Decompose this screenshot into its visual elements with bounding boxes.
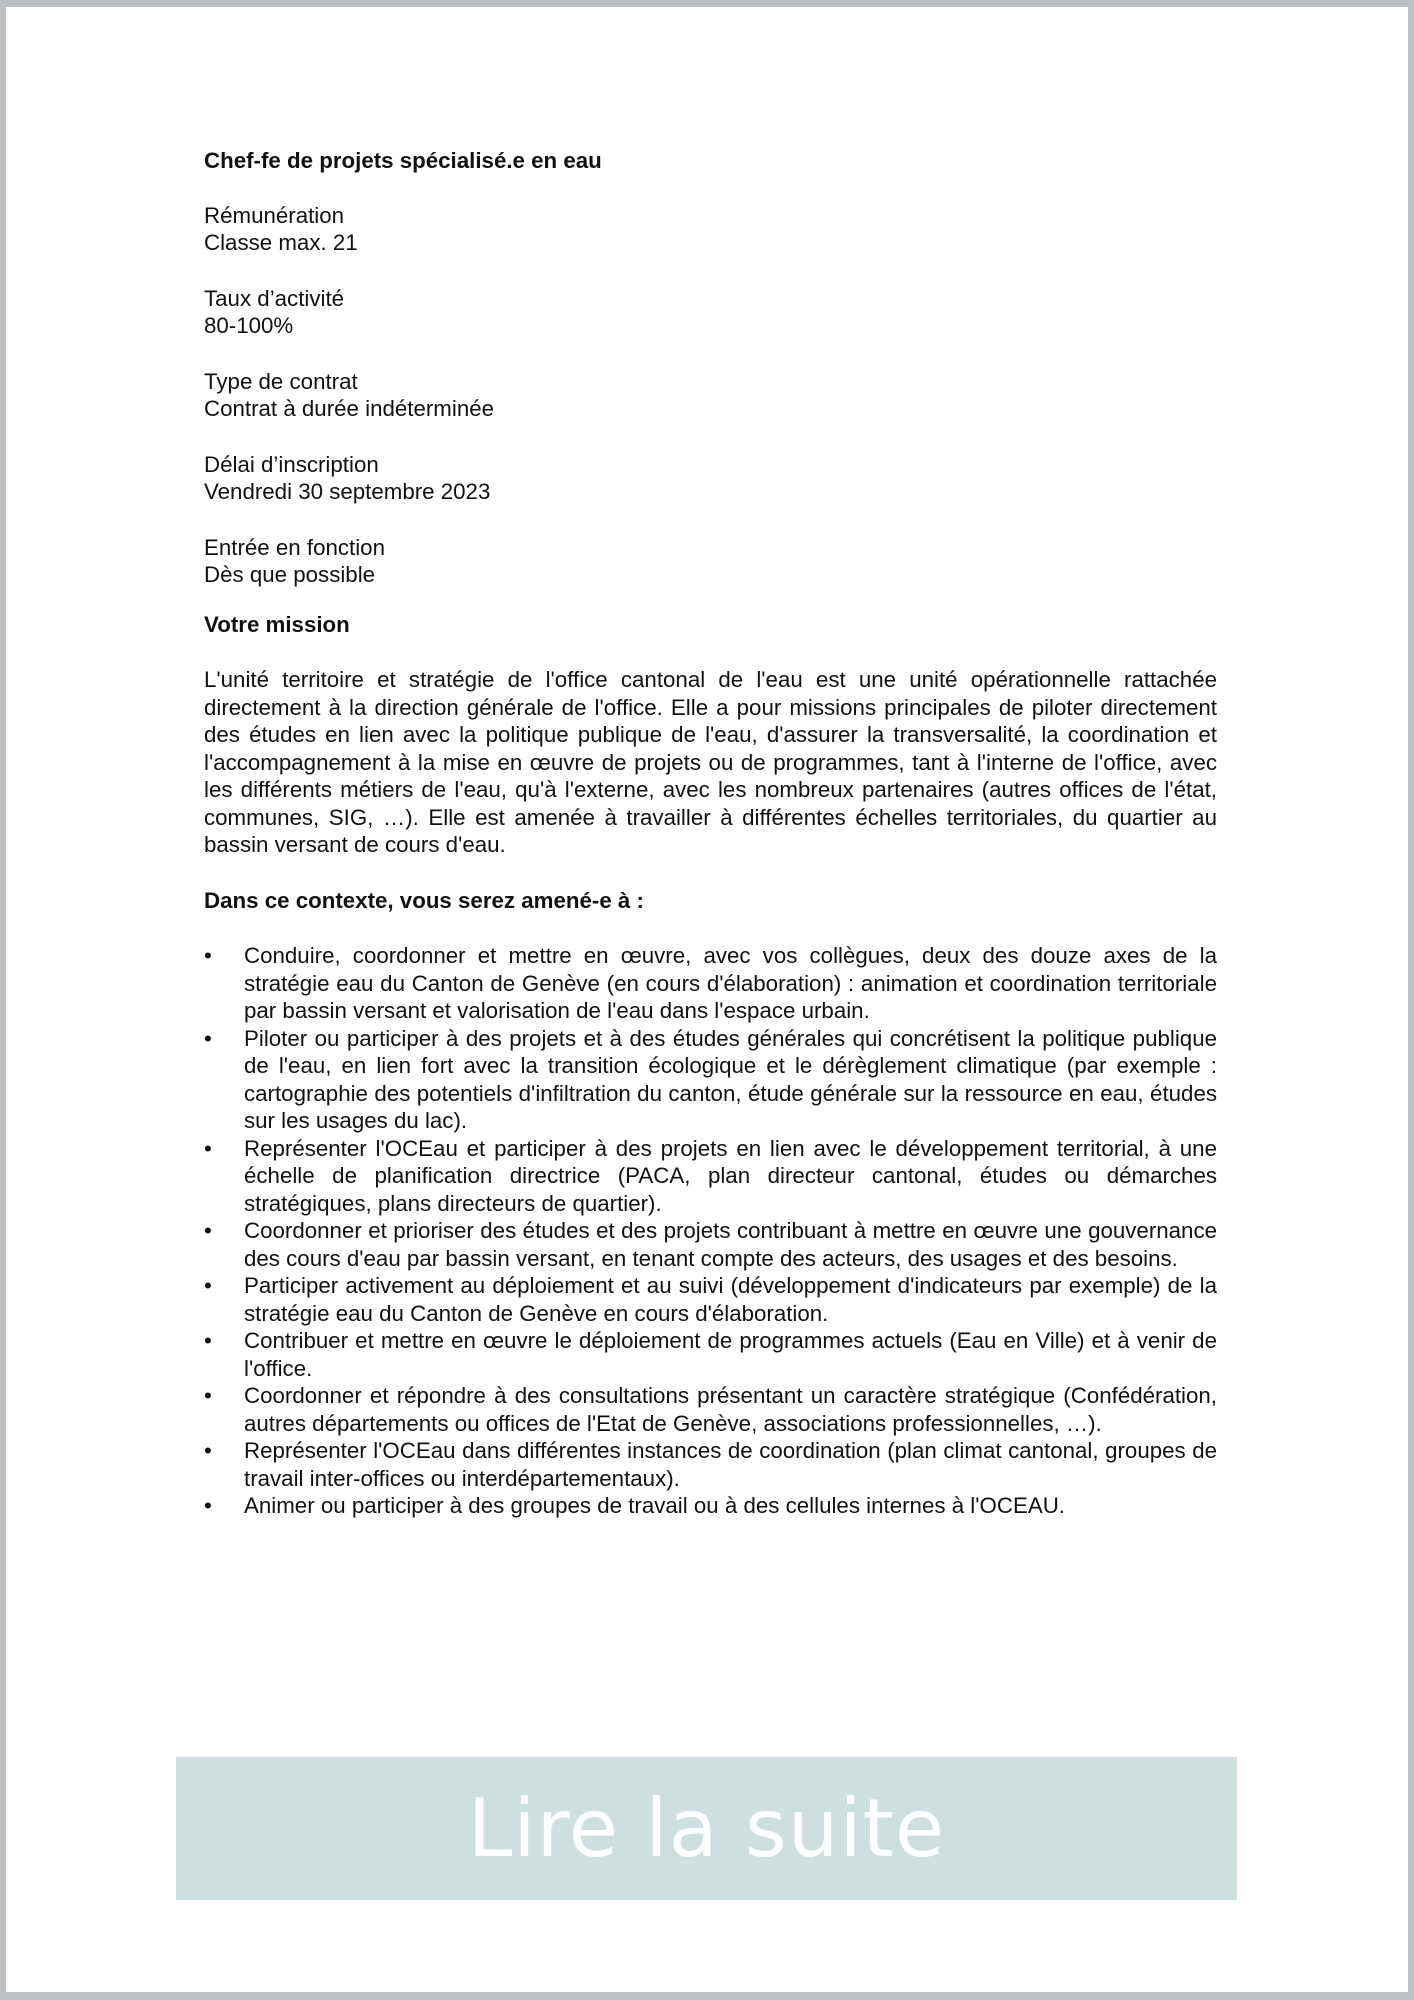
bullet-icon: •	[204, 1025, 212, 1051]
field-value: Classe max. 21	[204, 230, 358, 255]
bullet-icon: •	[204, 1135, 212, 1161]
list-item	[204, 1217, 1217, 1272]
list-item	[204, 1382, 1217, 1437]
field-label: Type de contrat	[204, 368, 358, 394]
field-label: Rémunération	[204, 202, 345, 228]
field-contract-type	[204, 368, 1217, 423]
bullet-icon: •	[204, 1273, 212, 1298]
mission-heading: Votre mission	[204, 611, 350, 637]
context-heading: Dans ce contexte, vous serez amené-e à :	[204, 887, 644, 913]
list-item-text: Représenter l'OCEau et participer à des projets en lien avec le développement territorial, à une échelle de planification directrice (PACA, plan directeur cantonal, études ou démarches stratégiques, plans directeurs de quartier).	[244, 1135, 1217, 1216]
list-item-text: Représenter l'OCEau dans différentes instances de coordination (plan climat cantonal, groupes de travail inter-offices ou interdépartementaux).	[244, 1438, 1217, 1491]
bullet-icon: •	[204, 1218, 212, 1243]
field-value: Vendredi 30 septembre 2023	[204, 479, 491, 504]
bullet-icon: •	[204, 1383, 212, 1408]
field-remuneration	[204, 202, 1217, 257]
bullet-icon: •	[204, 1328, 212, 1353]
list-item-text: Piloter ou participer à des projets et à des études générales qui concrétisent la politique publique de l'eau, en lien fort avec la transition écologique et le dérèglement climatique (par exemple : cartographie des potentiels d'infiltration du canton, étude générale sur la ressource en eau, études sur les usages du lac).	[244, 1025, 1217, 1133]
page-frame	[6, 7, 1408, 1992]
list-item-text: Coordonner et prioriser des études et des projets contribuant à mettre en œuvre une gouvernance des cours d'eau par bassin versant, en tenant compte des acteurs, des usages et des besoins.	[244, 1218, 1217, 1271]
field-application-deadline	[204, 451, 1217, 506]
list-item-text: Conduire, coordonner et mettre en œuvre, avec vos collègues, deux des douze axes de la stratégie eau du Canton de Genève (en cours d'élaboration) : animation et coordination territoriale par bassin versant et valorisation de l'eau dans l'espace urbain.	[244, 943, 1217, 1023]
list-item	[204, 1492, 1217, 1520]
field-activity-rate	[204, 285, 1217, 340]
bullet-icon: •	[204, 1493, 212, 1518]
field-label: Taux d’activité	[204, 285, 345, 311]
list-item-text: Contribuer et mettre en œuvre le déploiement de programmes actuels (Eau en Ville) et à venir de l'office.	[244, 1328, 1217, 1381]
list-item	[204, 1327, 1217, 1382]
field-value: Contrat à durée indéterminée	[204, 396, 495, 421]
bullet-icon: •	[204, 1438, 212, 1463]
list-item	[204, 942, 1217, 1025]
bullet-icon: •	[204, 943, 212, 968]
job-title: Chef-fe de projets spécialisé.e en eau	[204, 148, 602, 173]
field-value: Dès que possible	[204, 562, 376, 587]
job-document	[204, 147, 1217, 1520]
read-more-button[interactable]: Lire la suite	[176, 1757, 1237, 1900]
list-item-text: Coordonner et répondre à des consultations présentant un caractère stratégique (Confédération, autres départements ou offices de l'Etat de Genève, associations professionnelles, …).	[244, 1383, 1217, 1436]
list-item	[204, 1437, 1217, 1492]
field-value: 80-100%	[204, 313, 294, 338]
task-list	[204, 942, 1217, 1520]
field-label: Entrée en fonction	[204, 534, 385, 560]
list-item-text: Animer ou participer à des groupes de travail ou à des cellules internes à l'OCEAU.	[244, 1493, 1065, 1518]
list-item	[204, 1272, 1217, 1327]
mission-paragraph: L'unité territoire et stratégie de l'office cantonal de l'eau est une unité opérationnelle rattachée directement à la direction générale de l'office. Elle a pour missions principales de piloter directement des études en lien avec la politique publique de l'eau, d'assurer la transversalité, la coordination et l'accompagnement à la mise en œuvre de projets ou de programmes, tant à l'interne de l'office, avec les différents métiers de l'eau, qu'à l'externe, avec les nombreux partenaires (autres offices de l'état, communes, SIG, …). Elle est amenée à travailler à différentes échelles territoriales, du quartier au bassin versant de cours d'eau.	[204, 667, 1217, 857]
list-item-text: Participer activement au déploiement et au suivi (développement d'indicateurs par exemple) de la stratégie eau du Canton de Genève en cours d'élaboration.	[244, 1273, 1217, 1326]
field-start-date	[204, 534, 1217, 589]
list-item	[204, 1025, 1217, 1135]
list-item	[204, 1135, 1217, 1218]
field-label: Délai d’inscription	[204, 451, 379, 477]
